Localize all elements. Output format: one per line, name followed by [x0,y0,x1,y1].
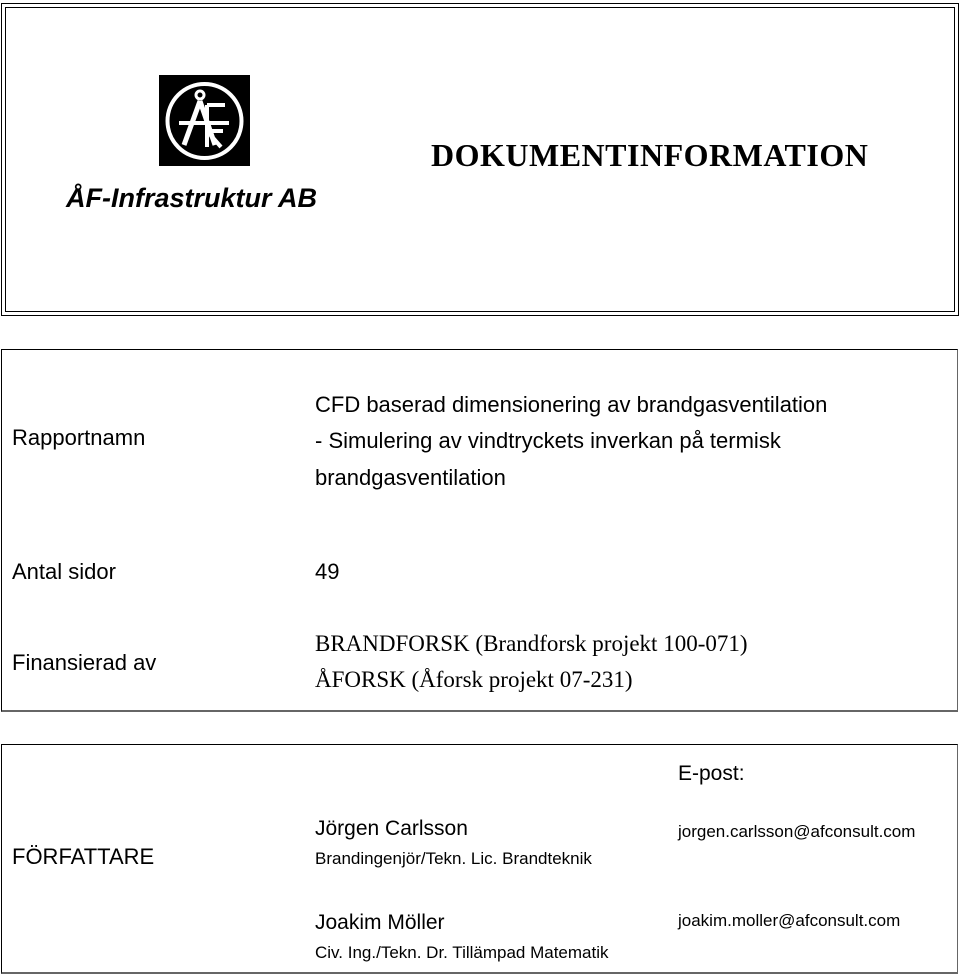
author-1-title: Brandingenjör/Tekn. Lic. Brandteknik [315,849,592,868]
report-name-line-3: brandgasventilation [315,465,506,490]
funded-by-label: Finansierad av [12,650,157,675]
authors-label: FÖRFATTARE [12,844,155,869]
author-2-email[interactable]: joakim.moller@afconsult.com [678,911,901,930]
report-name-line-2: - Simulering av vindtryckets inverkan på termisk [315,428,781,453]
author-1-email[interactable]: jorgen.carlsson@afconsult.com [678,822,916,841]
af-logo-icon [159,75,250,166]
funder-line-1: BRANDFORSK (Brandforsk projekt 100-071) [315,631,748,656]
author-2-name: Joakim Möller [315,911,445,934]
report-name-label: Rapportnamn [12,425,146,450]
email-header: E-post: [678,762,745,785]
funder-line-2: ÅFORSK (Åforsk projekt 07-231) [315,667,633,692]
page-count-label: Antal sidor [12,559,116,584]
authors-box [1,744,958,974]
author-1-name: Jörgen Carlsson [315,817,468,840]
document-title: DOKUMENTINFORMATION [431,137,869,173]
report-info-box [1,349,958,712]
author-2-title: Civ. Ing./Tekn. Dr. Tillämpad Matematik [315,943,609,962]
company-name: ÅF-Infrastruktur AB [66,183,318,213]
page-count-value: 49 [315,559,340,584]
report-name-line-1: CFD baserad dimensionering av brandgasventilation [315,392,828,417]
